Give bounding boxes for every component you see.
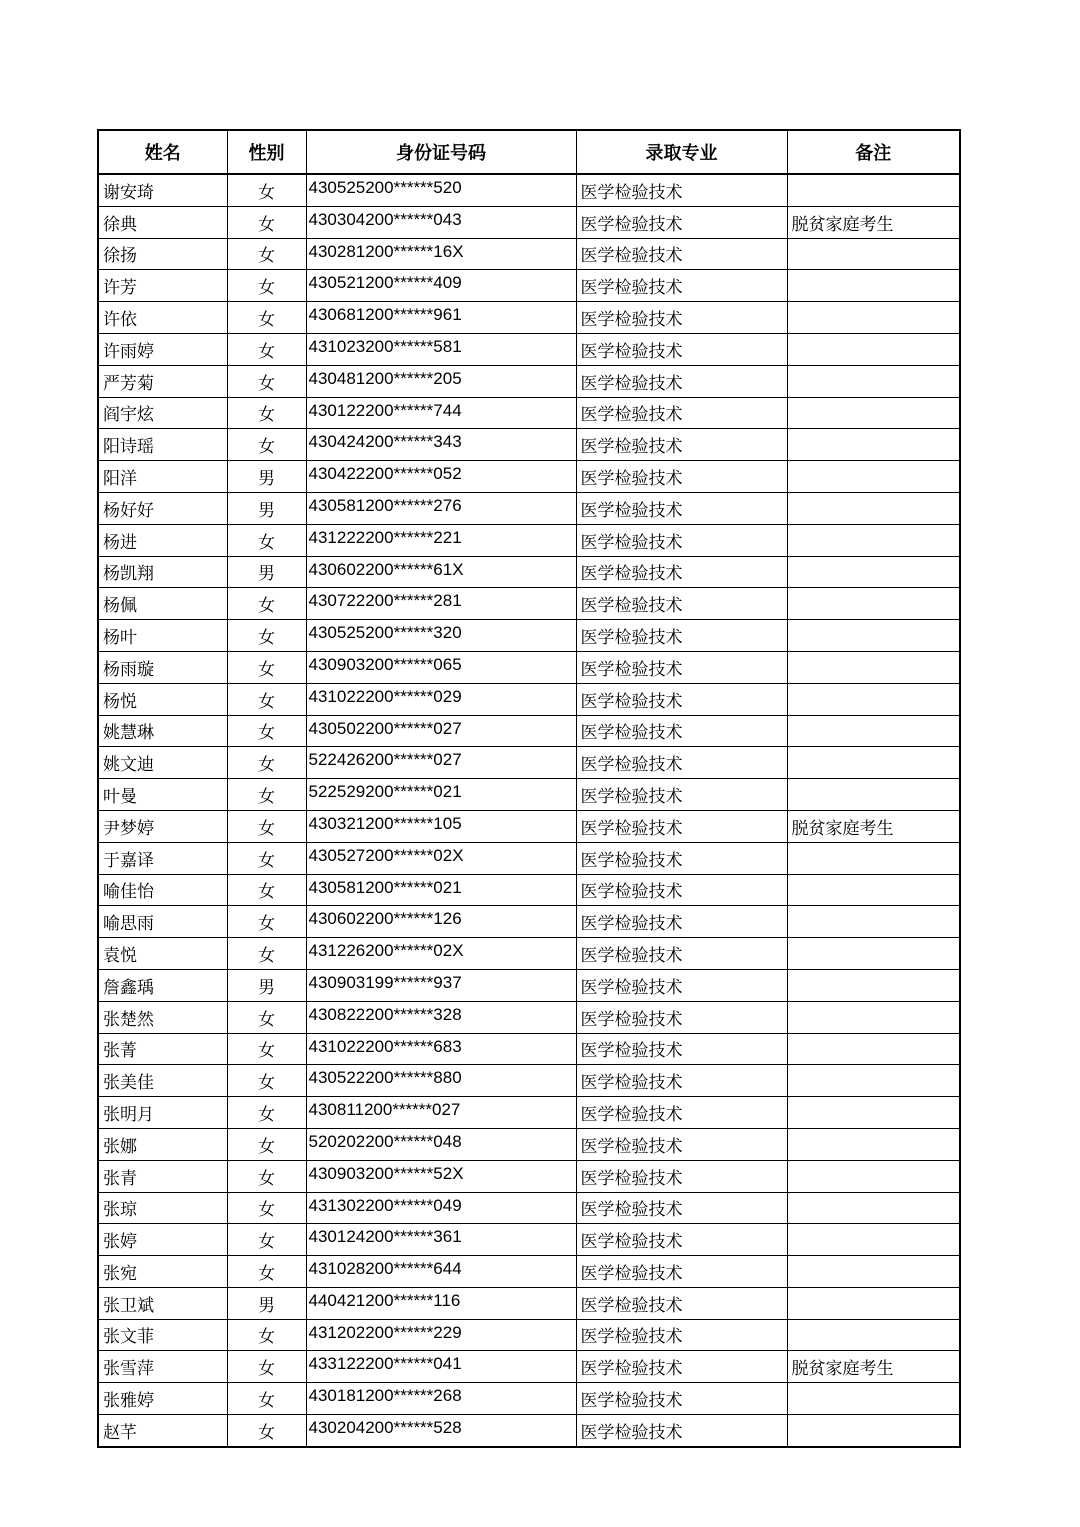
cell-major: 医学检验技术 bbox=[576, 1160, 787, 1192]
cell-id-number: 430122200******744 bbox=[306, 397, 576, 429]
table-row bbox=[98, 333, 960, 365]
cell-name: 姚文迪 bbox=[98, 747, 227, 779]
cell-major: 医学检验技术 bbox=[576, 1033, 787, 1065]
header-id-number: 身份证号码 bbox=[306, 130, 576, 174]
cell-id-number: 430811200******027 bbox=[306, 1097, 576, 1129]
cell-major: 医学检验技术 bbox=[576, 1383, 787, 1415]
cell-major: 医学检验技术 bbox=[576, 556, 787, 588]
cell-id-number: 431302200******049 bbox=[306, 1192, 576, 1224]
cell-note bbox=[787, 302, 960, 334]
cell-id-number: 431022200******683 bbox=[306, 1033, 576, 1065]
table-row bbox=[98, 1224, 960, 1256]
cell-major: 医学检验技术 bbox=[576, 1415, 787, 1447]
cell-note bbox=[787, 969, 960, 1001]
cell-major: 医学检验技术 bbox=[576, 365, 787, 397]
table-row bbox=[98, 842, 960, 874]
cell-id-number: 433122200******041 bbox=[306, 1351, 576, 1383]
table-row bbox=[98, 1097, 960, 1129]
cell-id-number: 430527200******02X bbox=[306, 842, 576, 874]
table-row bbox=[98, 461, 960, 493]
cell-major: 医学检验技术 bbox=[576, 1256, 787, 1288]
cell-id-number: 430521200******409 bbox=[306, 270, 576, 302]
table-row bbox=[98, 1001, 960, 1033]
cell-note bbox=[787, 365, 960, 397]
cell-gender: 女 bbox=[227, 620, 306, 652]
cell-major: 医学检验技术 bbox=[576, 969, 787, 1001]
cell-major: 医学检验技术 bbox=[576, 492, 787, 524]
cell-id-number: 430124200******361 bbox=[306, 1224, 576, 1256]
cell-note bbox=[787, 1192, 960, 1224]
table-row bbox=[98, 969, 960, 1001]
cell-name: 张青 bbox=[98, 1160, 227, 1192]
cell-major: 医学检验技术 bbox=[576, 429, 787, 461]
cell-major: 医学检验技术 bbox=[576, 1001, 787, 1033]
cell-note bbox=[787, 651, 960, 683]
table-row bbox=[98, 651, 960, 683]
cell-name: 张娜 bbox=[98, 1128, 227, 1160]
cell-gender: 女 bbox=[227, 270, 306, 302]
cell-note bbox=[787, 1001, 960, 1033]
table-header bbox=[98, 130, 960, 174]
cell-id-number: 520202200******048 bbox=[306, 1128, 576, 1160]
cell-id-number: 430181200******268 bbox=[306, 1383, 576, 1415]
table-row bbox=[98, 1160, 960, 1192]
cell-note: 脱贫家庭考生 bbox=[787, 206, 960, 238]
cell-major: 医学检验技术 bbox=[576, 747, 787, 779]
table-row bbox=[98, 938, 960, 970]
table-row bbox=[98, 810, 960, 842]
cell-id-number: 430903200******52X bbox=[306, 1160, 576, 1192]
cell-note bbox=[787, 715, 960, 747]
cell-note bbox=[787, 1033, 960, 1065]
cell-name: 张卫斌 bbox=[98, 1287, 227, 1319]
table-row bbox=[98, 683, 960, 715]
cell-major: 医学检验技术 bbox=[576, 810, 787, 842]
cell-gender: 女 bbox=[227, 238, 306, 270]
table-row bbox=[98, 365, 960, 397]
cell-note bbox=[787, 461, 960, 493]
cell-major: 医学检验技术 bbox=[576, 1351, 787, 1383]
cell-gender: 女 bbox=[227, 588, 306, 620]
cell-major: 医学检验技术 bbox=[576, 1287, 787, 1319]
cell-id-number: 430304200******043 bbox=[306, 206, 576, 238]
cell-name: 张楚然 bbox=[98, 1001, 227, 1033]
cell-gender: 女 bbox=[227, 1192, 306, 1224]
table-row bbox=[98, 492, 960, 524]
cell-name: 杨雨璇 bbox=[98, 651, 227, 683]
header-note: 备注 bbox=[787, 130, 960, 174]
cell-name: 阎宇炫 bbox=[98, 397, 227, 429]
cell-note bbox=[787, 1065, 960, 1097]
cell-id-number: 430525200******520 bbox=[306, 174, 576, 206]
cell-name: 袁悦 bbox=[98, 938, 227, 970]
cell-name: 杨佩 bbox=[98, 588, 227, 620]
admission-roster-table bbox=[97, 129, 961, 1448]
cell-gender: 女 bbox=[227, 906, 306, 938]
cell-note: 脱贫家庭考生 bbox=[787, 1351, 960, 1383]
table-row bbox=[98, 397, 960, 429]
cell-name: 张雪萍 bbox=[98, 1351, 227, 1383]
cell-gender: 女 bbox=[227, 206, 306, 238]
table-row bbox=[98, 302, 960, 334]
cell-major: 医学检验技术 bbox=[576, 1128, 787, 1160]
cell-major: 医学检验技术 bbox=[576, 683, 787, 715]
cell-major: 医学检验技术 bbox=[576, 1065, 787, 1097]
cell-gender: 女 bbox=[227, 1224, 306, 1256]
cell-note bbox=[787, 874, 960, 906]
table-row bbox=[98, 1256, 960, 1288]
table-row bbox=[98, 715, 960, 747]
cell-name: 喻思雨 bbox=[98, 906, 227, 938]
cell-id-number: 431202200******229 bbox=[306, 1319, 576, 1351]
cell-name: 姚慧琳 bbox=[98, 715, 227, 747]
cell-id-number: 430903200******065 bbox=[306, 651, 576, 683]
cell-id-number: 430602200******126 bbox=[306, 906, 576, 938]
table-row bbox=[98, 206, 960, 238]
cell-name: 尹梦婷 bbox=[98, 810, 227, 842]
cell-name: 詹鑫瑀 bbox=[98, 969, 227, 1001]
cell-major: 医学检验技术 bbox=[576, 461, 787, 493]
cell-name: 张菁 bbox=[98, 1033, 227, 1065]
cell-id-number: 522529200******021 bbox=[306, 779, 576, 811]
cell-id-number: 431226200******02X bbox=[306, 938, 576, 970]
cell-note bbox=[787, 238, 960, 270]
cell-gender: 男 bbox=[227, 969, 306, 1001]
cell-name: 杨进 bbox=[98, 524, 227, 556]
cell-name: 阳诗瑶 bbox=[98, 429, 227, 461]
cell-major: 医学检验技术 bbox=[576, 302, 787, 334]
cell-id-number: 430424200******343 bbox=[306, 429, 576, 461]
cell-major: 医学检验技术 bbox=[576, 1224, 787, 1256]
cell-id-number: 430522200******880 bbox=[306, 1065, 576, 1097]
cell-id-number: 440421200******116 bbox=[306, 1287, 576, 1319]
cell-note bbox=[787, 1128, 960, 1160]
cell-name: 张雅婷 bbox=[98, 1383, 227, 1415]
header-gender: 性别 bbox=[227, 130, 306, 174]
cell-note bbox=[787, 270, 960, 302]
cell-gender: 女 bbox=[227, 683, 306, 715]
cell-id-number: 431023200******581 bbox=[306, 333, 576, 365]
cell-gender: 女 bbox=[227, 810, 306, 842]
table-row bbox=[98, 906, 960, 938]
table-row bbox=[98, 1319, 960, 1351]
cell-name: 杨悦 bbox=[98, 683, 227, 715]
cell-major: 医学检验技术 bbox=[576, 206, 787, 238]
cell-note bbox=[787, 1160, 960, 1192]
table-row bbox=[98, 270, 960, 302]
cell-name: 叶曼 bbox=[98, 779, 227, 811]
cell-gender: 男 bbox=[227, 492, 306, 524]
cell-major: 医学检验技术 bbox=[576, 874, 787, 906]
table-row bbox=[98, 779, 960, 811]
cell-gender: 女 bbox=[227, 938, 306, 970]
cell-gender: 女 bbox=[227, 302, 306, 334]
cell-note bbox=[787, 906, 960, 938]
cell-name: 谢安琦 bbox=[98, 174, 227, 206]
cell-gender: 女 bbox=[227, 874, 306, 906]
cell-gender: 女 bbox=[227, 174, 306, 206]
cell-gender: 女 bbox=[227, 1160, 306, 1192]
cell-id-number: 430581200******276 bbox=[306, 492, 576, 524]
header-row bbox=[98, 130, 960, 174]
cell-gender: 女 bbox=[227, 747, 306, 779]
cell-id-number: 522426200******027 bbox=[306, 747, 576, 779]
cell-gender: 女 bbox=[227, 1351, 306, 1383]
cell-id-number: 430602200******61X bbox=[306, 556, 576, 588]
table-row bbox=[98, 429, 960, 461]
cell-note bbox=[787, 1287, 960, 1319]
cell-gender: 女 bbox=[227, 1383, 306, 1415]
cell-gender: 女 bbox=[227, 1033, 306, 1065]
cell-id-number: 431222200******221 bbox=[306, 524, 576, 556]
table-row bbox=[98, 174, 960, 206]
cell-major: 医学检验技术 bbox=[576, 779, 787, 811]
cell-major: 医学检验技术 bbox=[576, 651, 787, 683]
cell-gender: 女 bbox=[227, 429, 306, 461]
cell-note bbox=[787, 174, 960, 206]
table-row bbox=[98, 874, 960, 906]
cell-major: 医学检验技术 bbox=[576, 524, 787, 556]
cell-name: 许芳 bbox=[98, 270, 227, 302]
cell-name: 杨凯翔 bbox=[98, 556, 227, 588]
cell-name: 阳洋 bbox=[98, 461, 227, 493]
cell-note: 脱贫家庭考生 bbox=[787, 810, 960, 842]
cell-gender: 女 bbox=[227, 1001, 306, 1033]
cell-note bbox=[787, 524, 960, 556]
cell-note bbox=[787, 1224, 960, 1256]
table-row bbox=[98, 524, 960, 556]
cell-name: 张琼 bbox=[98, 1192, 227, 1224]
table-row bbox=[98, 1192, 960, 1224]
cell-major: 医学检验技术 bbox=[576, 938, 787, 970]
header-name: 姓名 bbox=[98, 130, 227, 174]
table-row bbox=[98, 747, 960, 779]
cell-id-number: 430722200******281 bbox=[306, 588, 576, 620]
table-row bbox=[98, 588, 960, 620]
cell-id-number: 430822200******328 bbox=[306, 1001, 576, 1033]
cell-name: 张婷 bbox=[98, 1224, 227, 1256]
table-body bbox=[98, 174, 960, 1447]
cell-gender: 女 bbox=[227, 651, 306, 683]
cell-name: 张宛 bbox=[98, 1256, 227, 1288]
cell-id-number: 430581200******021 bbox=[306, 874, 576, 906]
cell-gender: 女 bbox=[227, 779, 306, 811]
table-row bbox=[98, 1065, 960, 1097]
cell-note bbox=[787, 1097, 960, 1129]
cell-id-number: 430204200******528 bbox=[306, 1415, 576, 1447]
cell-name: 张美佳 bbox=[98, 1065, 227, 1097]
table-row bbox=[98, 238, 960, 270]
cell-note bbox=[787, 588, 960, 620]
cell-name: 许依 bbox=[98, 302, 227, 334]
cell-note bbox=[787, 333, 960, 365]
cell-note bbox=[787, 747, 960, 779]
cell-major: 医学检验技术 bbox=[576, 1192, 787, 1224]
table-row bbox=[98, 1351, 960, 1383]
cell-gender: 女 bbox=[227, 397, 306, 429]
cell-major: 医学检验技术 bbox=[576, 715, 787, 747]
cell-name: 杨好好 bbox=[98, 492, 227, 524]
cell-major: 医学检验技术 bbox=[576, 620, 787, 652]
cell-major: 医学检验技术 bbox=[576, 1319, 787, 1351]
cell-gender: 女 bbox=[227, 333, 306, 365]
cell-major: 医学检验技术 bbox=[576, 842, 787, 874]
cell-note bbox=[787, 556, 960, 588]
cell-id-number: 430525200******320 bbox=[306, 620, 576, 652]
cell-gender: 女 bbox=[227, 842, 306, 874]
cell-major: 医学检验技术 bbox=[576, 174, 787, 206]
table-row bbox=[98, 556, 960, 588]
cell-id-number: 430481200******205 bbox=[306, 365, 576, 397]
cell-id-number: 430903199******937 bbox=[306, 969, 576, 1001]
cell-gender: 女 bbox=[227, 365, 306, 397]
table-row bbox=[98, 1383, 960, 1415]
table-row bbox=[98, 1287, 960, 1319]
cell-id-number: 431022200******029 bbox=[306, 683, 576, 715]
cell-major: 医学检验技术 bbox=[576, 1097, 787, 1129]
cell-note bbox=[787, 842, 960, 874]
cell-note bbox=[787, 683, 960, 715]
cell-note bbox=[787, 779, 960, 811]
cell-id-number: 431028200******644 bbox=[306, 1256, 576, 1288]
cell-note bbox=[787, 397, 960, 429]
cell-major: 医学检验技术 bbox=[576, 588, 787, 620]
cell-id-number: 430281200******16X bbox=[306, 238, 576, 270]
cell-gender: 男 bbox=[227, 1287, 306, 1319]
cell-name: 于嘉译 bbox=[98, 842, 227, 874]
cell-gender: 女 bbox=[227, 1128, 306, 1160]
cell-note bbox=[787, 620, 960, 652]
cell-gender: 女 bbox=[227, 1097, 306, 1129]
cell-name: 张文菲 bbox=[98, 1319, 227, 1351]
cell-major: 医学检验技术 bbox=[576, 238, 787, 270]
cell-name: 赵芊 bbox=[98, 1415, 227, 1447]
header-major: 录取专业 bbox=[576, 130, 787, 174]
table-row bbox=[98, 1128, 960, 1160]
cell-gender: 女 bbox=[227, 1065, 306, 1097]
cell-id-number: 430321200******105 bbox=[306, 810, 576, 842]
cell-name: 许雨婷 bbox=[98, 333, 227, 365]
cell-note bbox=[787, 938, 960, 970]
cell-note bbox=[787, 492, 960, 524]
cell-gender: 男 bbox=[227, 461, 306, 493]
cell-name: 喻佳怡 bbox=[98, 874, 227, 906]
table-row bbox=[98, 1033, 960, 1065]
cell-gender: 女 bbox=[227, 524, 306, 556]
cell-id-number: 430681200******961 bbox=[306, 302, 576, 334]
cell-name: 杨叶 bbox=[98, 620, 227, 652]
cell-gender: 女 bbox=[227, 1256, 306, 1288]
cell-gender: 女 bbox=[227, 1319, 306, 1351]
cell-gender: 女 bbox=[227, 1415, 306, 1447]
cell-name: 徐扬 bbox=[98, 238, 227, 270]
cell-note bbox=[787, 1319, 960, 1351]
cell-note bbox=[787, 1415, 960, 1447]
cell-name: 张明月 bbox=[98, 1097, 227, 1129]
cell-note bbox=[787, 1383, 960, 1415]
cell-name: 徐典 bbox=[98, 206, 227, 238]
cell-major: 医学检验技术 bbox=[576, 397, 787, 429]
cell-id-number: 430502200******027 bbox=[306, 715, 576, 747]
cell-gender: 女 bbox=[227, 715, 306, 747]
cell-name: 严芳菊 bbox=[98, 365, 227, 397]
table-row bbox=[98, 1415, 960, 1447]
cell-gender: 男 bbox=[227, 556, 306, 588]
cell-note bbox=[787, 1256, 960, 1288]
cell-major: 医学检验技术 bbox=[576, 333, 787, 365]
cell-note bbox=[787, 429, 960, 461]
cell-major: 医学检验技术 bbox=[576, 270, 787, 302]
cell-id-number: 430422200******052 bbox=[306, 461, 576, 493]
cell-major: 医学检验技术 bbox=[576, 906, 787, 938]
table-row bbox=[98, 620, 960, 652]
